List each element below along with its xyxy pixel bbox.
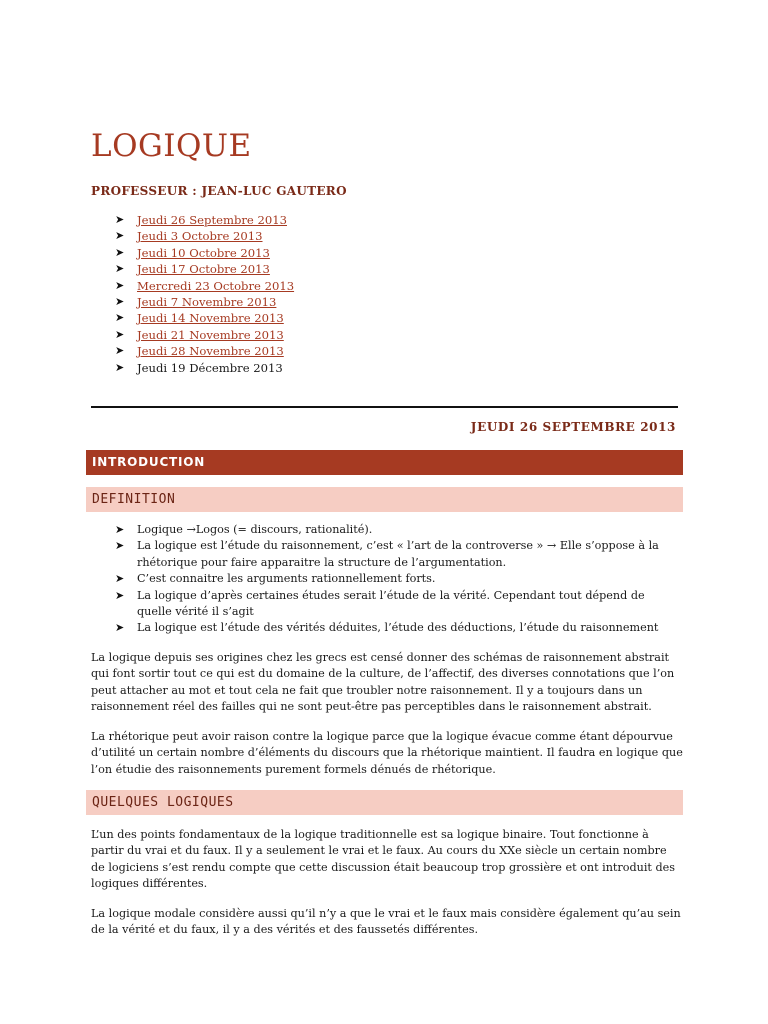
document-title: LOGIQUE [91, 128, 252, 164]
section-heading-definition: DEFINITION [86, 487, 683, 512]
list-item-text: La logique d’après certaines études serait l’étude de la vérité. Cependant tout dépend de quelle vérité il s’agit [137, 588, 645, 619]
horizontal-divider [91, 406, 678, 408]
toc-item[interactable] [115, 245, 294, 261]
toc-link[interactable]: Mercredi 23 Octobre 2013 [137, 278, 295, 293]
toc-item[interactable] [115, 212, 294, 228]
toc-link[interactable]: Jeudi 3 Octobre 2013 [137, 229, 263, 244]
toc-link[interactable]: Jeudi 7 Novembre 2013 [137, 295, 277, 310]
list-item [115, 522, 675, 538]
toc-link[interactable]: Jeudi 17 Octobre 2013 [137, 262, 270, 277]
arrow-bullet-icon: ➤ [115, 213, 125, 226]
arrow-bullet-icon: ➤ [115, 229, 125, 243]
toc-item[interactable] [115, 327, 294, 343]
definition-list [115, 522, 675, 637]
arrow-bullet-icon: ➤ [115, 295, 125, 309]
toc-link[interactable]: Jeudi 21 Novembre 2013 [137, 327, 284, 342]
toc-label: Jeudi 19 Décembre 2013 [137, 360, 283, 375]
arrow-bullet-icon: ➤ [115, 572, 125, 586]
list-item [115, 588, 675, 621]
list-item-text: La logique est l’étude du raisonnement, c’est « l’art de la controverse » → Elle s’oppose à la rhétorique pour faire apparaitre la structure de l’argumentation. [137, 539, 659, 569]
professor-line: PROFESSEUR : JEAN-LUC GAUTERO [91, 184, 347, 198]
list-item-text: Logique →Logos (= discours, rationalité). [137, 523, 373, 536]
body-paragraph: La rhétorique peut avoir raison contre la logique parce que la logique évacue comme étant dépourvue d’utilité un certain nombre d’éléments du discours que la rhétorique maintient. Il faudra en logique que l’on étudie des raisonnements purement formels dénués de rhétorique. [91, 730, 683, 776]
toc-item[interactable] [115, 228, 294, 244]
toc-link[interactable]: Jeudi 14 Novembre 2013 [137, 311, 284, 326]
toc-item[interactable] [115, 261, 294, 277]
arrow-bullet-icon: ➤ [115, 360, 125, 374]
toc-item[interactable] [115, 310, 294, 326]
arrow-bullet-icon: ➤ [115, 262, 125, 276]
arrow-bullet-icon: ➤ [115, 523, 125, 536]
toc-link[interactable]: Jeudi 28 Novembre 2013 [137, 344, 284, 359]
arrow-bullet-icon: ➤ [115, 245, 125, 259]
list-item-text: La logique est l’étude des vérités déduites, l’étude des déductions, l’étude du raisonnement [137, 621, 659, 635]
arrow-bullet-icon: ➤ [115, 278, 125, 292]
toc-link[interactable]: Jeudi 10 Octobre 2013 [137, 245, 270, 260]
arrow-bullet-icon: ➤ [115, 539, 125, 553]
list-item [115, 620, 675, 636]
arrow-bullet-icon: ➤ [115, 327, 125, 341]
list-item [115, 538, 675, 571]
toc-item [115, 360, 294, 376]
section-heading-introduction: INTRODUCTION [86, 450, 683, 475]
body-paragraph: La logique depuis ses origines chez les grecs est censé donner des schémas de raisonnement abstrait qui font sortir tout ce qui est du domaine de la culture, de l’affectif, des diverses connotations que l’on peut attacher au mot et tout cela ne fait que troubler notre raisonnement. Il y a toujours dans un raisonnement réel des failles qui ne sont peut-être pas perceptibles dans le raisonnement abstrait. [91, 651, 675, 714]
toc-item[interactable] [115, 343, 294, 359]
toc-link[interactable]: Jeudi 26 Septembre 2013 [137, 213, 287, 227]
toc-item[interactable] [115, 278, 294, 294]
date-heading: JEUDI 26 SEPTEMBRE 2013 [470, 420, 676, 434]
arrow-bullet-icon: ➤ [115, 311, 125, 325]
table-of-contents [115, 212, 294, 376]
arrow-bullet-icon: ➤ [115, 621, 125, 635]
list-item-text: C’est connaitre les arguments rationnellement forts. [137, 572, 436, 586]
arrow-bullet-icon: ➤ [115, 588, 125, 602]
body-paragraph: La logique modale considère aussi qu’il n’y a que le vrai et le faux mais considère également qu’au sein de la vérité et du faux, il y a des vérités et des faussetés différentes. [91, 907, 681, 937]
section-heading-quelques-logiques: QUELQUES LOGIQUES [86, 790, 683, 815]
toc-item[interactable] [115, 294, 294, 310]
body-paragraph: L’un des points fondamentaux de la logique traditionnelle est sa logique binaire. Tout fonctionne à partir du vrai et du faux. Il y a seulement le vrai et le faux. Au cours du XXe siècle un certain nombre de logiciens s’est rendu compte que cette discussion était beaucoup trop grossière et ont introduit des logiques différentes. [91, 828, 676, 891]
arrow-bullet-icon: ➤ [115, 344, 125, 358]
list-item [115, 571, 675, 587]
